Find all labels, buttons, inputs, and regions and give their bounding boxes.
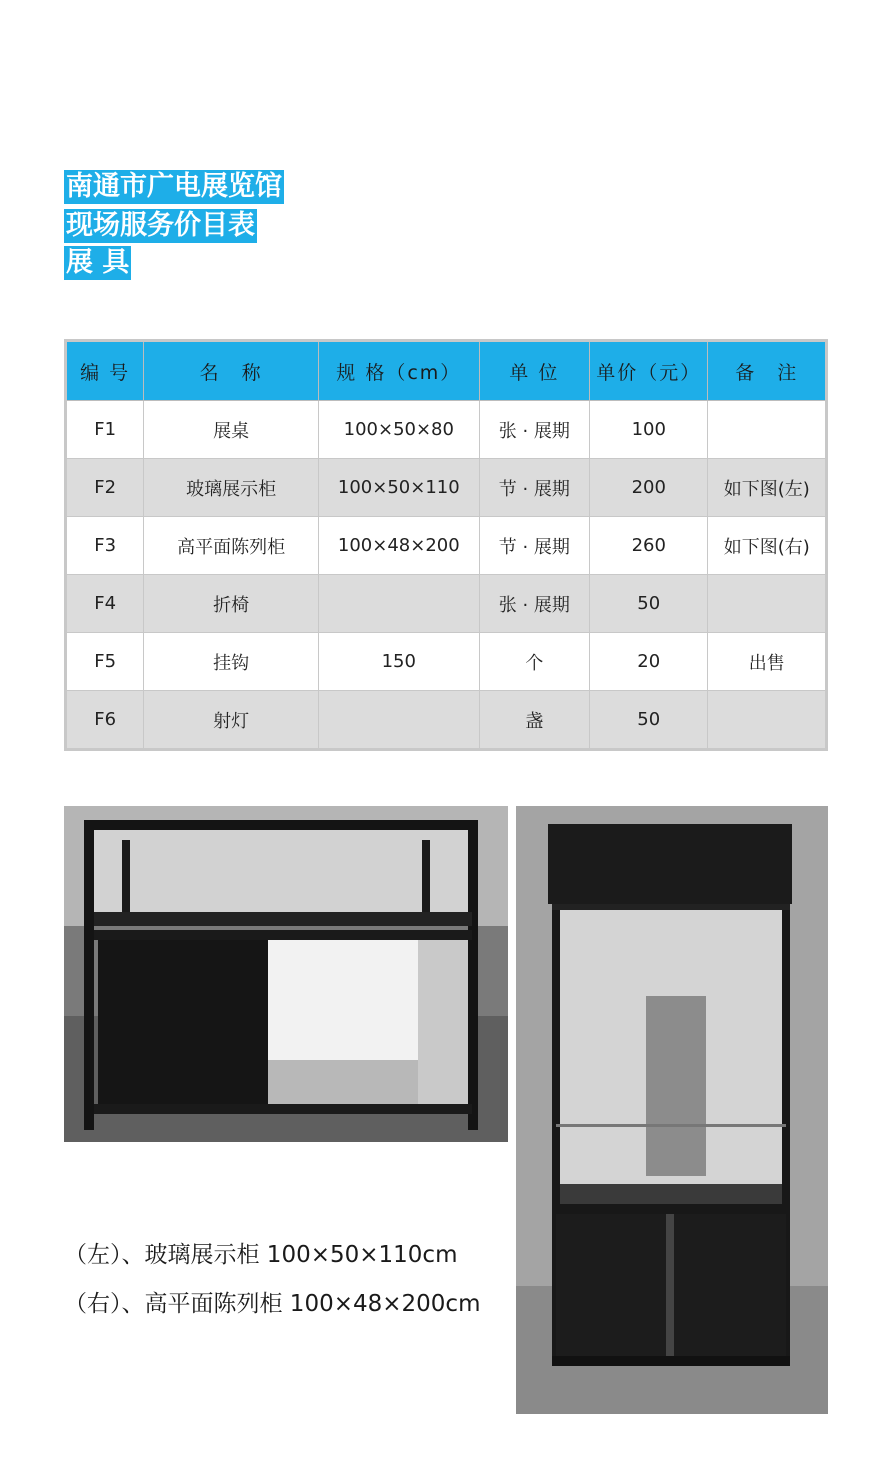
table-cell: 出售 <box>708 633 827 691</box>
header-cell: 规 格（cm） <box>318 341 479 401</box>
table-cell: F4 <box>66 575 144 633</box>
glass-display-cabinet-photo <box>64 806 508 1142</box>
table-cell: 50 <box>590 691 708 750</box>
table-cell <box>318 691 479 750</box>
table-row <box>66 633 827 691</box>
tall-display-cabinet-photo <box>516 806 828 1414</box>
table-cell: 张 · 展期 <box>479 401 589 459</box>
table-row <box>66 459 827 517</box>
table-cell: 100×50×80 <box>318 401 479 459</box>
table-cell: F3 <box>66 517 144 575</box>
table-cell: F6 <box>66 691 144 750</box>
table-cell: 玻璃展示柜 <box>144 459 319 517</box>
table-cell: 260 <box>590 517 708 575</box>
caption-left: （左）、玻璃展示柜 100×50×110cm <box>64 1242 458 1268</box>
header-cell: 单 位 <box>479 341 589 401</box>
title-line-2: 现场服务价目表 <box>66 210 255 241</box>
table-cell <box>318 575 479 633</box>
header-cell: 单价（元） <box>590 341 708 401</box>
table-cell: 100×48×200 <box>318 517 479 575</box>
table-cell: F1 <box>66 401 144 459</box>
caption-right: （右）、高平面陈列柜 100×48×200cm <box>64 1291 481 1317</box>
table-cell: 射灯 <box>144 691 319 750</box>
table-cell: 如下图(左) <box>708 459 827 517</box>
price-table <box>64 339 828 751</box>
header-cell: 编 号 <box>66 341 144 401</box>
table-cell: 150 <box>318 633 479 691</box>
table-cell: 高平面陈列柜 <box>144 517 319 575</box>
table-cell: 张 · 展期 <box>479 575 589 633</box>
table-cell: F5 <box>66 633 144 691</box>
table-row <box>66 401 827 459</box>
table-cell: 展桌 <box>144 401 319 459</box>
table-row <box>66 517 827 575</box>
table-cell <box>708 691 827 750</box>
table-row <box>66 691 827 750</box>
table-cell: 节 · 展期 <box>479 517 589 575</box>
table-cell: 200 <box>590 459 708 517</box>
table-header-row <box>66 341 827 401</box>
title-line-3: 展 具 <box>66 247 130 278</box>
table-cell: 折椅 <box>144 575 319 633</box>
table-cell: 挂钩 <box>144 633 319 691</box>
table-cell: 盏 <box>479 691 589 750</box>
table-row <box>66 575 827 633</box>
table-cell: 100×50×110 <box>318 459 479 517</box>
table-cell: 100 <box>590 401 708 459</box>
table-cell: 20 <box>590 633 708 691</box>
table-cell: F2 <box>66 459 144 517</box>
header-cell: 备 注 <box>708 341 827 401</box>
table-cell: 个 <box>479 633 589 691</box>
title-line-1: 南通市广电展览馆 <box>66 171 282 202</box>
table-cell <box>708 575 827 633</box>
table-cell: 50 <box>590 575 708 633</box>
table-cell <box>708 401 827 459</box>
header-cell: 名 称 <box>144 341 319 401</box>
table-cell: 节 · 展期 <box>479 459 589 517</box>
table-cell: 如下图(右) <box>708 517 827 575</box>
